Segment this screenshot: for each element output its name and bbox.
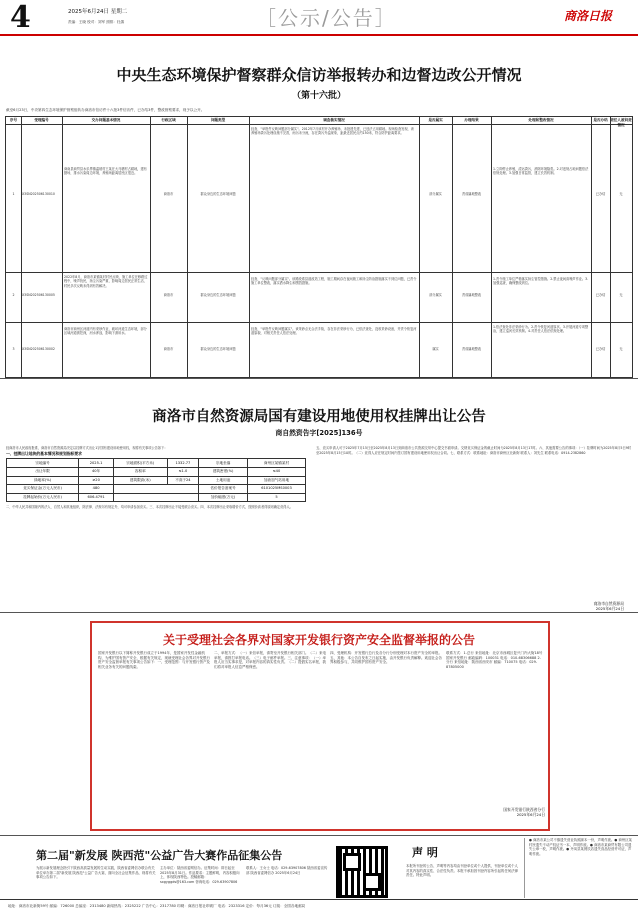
notice2-left-column [6,446,306,510]
table-cell: 容积率 [114,468,168,477]
table-cell: 加油加气站用地 [247,476,305,485]
table-row [7,493,306,502]
row2-account: 无 [619,293,623,297]
row1-finding: 经查，"举报件反映问题部分属实"。2012年7月该村开办养殖场，未批建先建，已违法占用耕地。现场检查发现，该养殖场粪污处理设施不完善，雨污未分流，存在粪污外溢现象，距最近居民点约150米，符合防护距离要求。 [251,127,414,136]
declaration-title: 声 明 [412,846,438,859]
row2-area: 商洛市 [163,293,174,297]
notice3-column-2: 二、举报方式：（一）来信举报，请寄至开发银行相关部门。（二）来电举报，请拨打举报电话。（三）电子邮件举报。三、注意事项：（一）举报人应当实事求是，对举报内容的真实性负责。（二）提倡实名举报，我们将对举报人信息严格保密。 [214,651,326,670]
table-row [7,468,306,477]
table-header-row [6,117,632,125]
cdb-report-notice [0,613,638,835]
editors-line: 责编：王晓 校对：刘军 照排：杜鹃 [68,20,125,24]
notice1-subtitle: （第十六批） [291,91,346,101]
row2-basic: 2022年8月，商洛市某镇某村村民反映，施工单位在修路过程中，噪声扰民，扬尘污染严重，影响周边居民正常生活，村民多次反映未得到有效解决。 [64,275,148,288]
header-seq: 序号 [9,118,18,122]
notice3-sign-date: 2025年6月24日 [516,812,545,817]
row3-truth: 属实 [432,347,439,351]
newspaper-logo: 商洛日报 [564,9,613,23]
header-account: 责任人被问责情况 [610,118,632,127]
notice3-column-1: 国家开发银行以下简称开发银行成立于1994年，是国家开发性金融机构，为维护国有资产安全，根据有关规定，现就受理社会各界对开发银行资产安全监督举报有关事项公告如下：一、受理范围：与开发银行资产及相关业务有关的问题线索。 [98,651,210,670]
bottom-notices [0,835,638,899]
notice4-text-left: 为展示新发展理念指引下陕西高质量发展的生动实践，陕西省委网信办联合有关单位举办第二届"新发展 陕西范"公益广告大赛，面向全社会征集作品，现将有关事项公告如下。 [36,866,156,880]
row3-result: 责成属地整改 [461,347,482,351]
row1-truth: 部分属实 [429,192,442,196]
header-truth: 是否属实 [428,118,443,122]
row3-handling: 1.依法查处非法采砂行为。2.责令恢复河道原状。3.开展河道专项整治，建立巡河长效机制。4.对责任人依法依规处理。 [493,325,589,334]
row1-handling: 1.立即停止养殖，清运粪污，消除环境隐患。2.对违规占地问题依法依规处理。3.加强日常监管，建立长效机制。 [493,167,589,176]
column-divider [150,117,151,377]
row3-area: 商洛市 [163,347,174,351]
row3-seq: 3 [12,347,15,351]
table-cell: 不高于24 [167,476,199,485]
table-cell: 1332.77 [167,459,199,468]
notice4-text-mid: 主办单位：陕西省委网信办。征集时间：即日起至2025年8月31日。作品要求：主题鲜明，内容积极向上，体现陕西特色。投稿邮箱：sxgyggds@163.com 咨询电话：029-63907806 [160,866,240,884]
row2-id: X3SN202506130005 [22,293,55,297]
row1-account: 无 [619,192,623,196]
row1-result: 责成属地整改 [461,192,482,196]
page-number: 4 [10,0,31,35]
notice2-doc-number: 商自然资告字[2025]136号 [275,429,363,437]
land-auction-notice [0,379,638,613]
table-cell: ≤1.0 [167,468,199,477]
inspection-notice [0,36,638,379]
row2-handling: 1.责令施工单位严格落实扬尘管控措施。2.禁止夜间高噪声作业。3.加强巡查，确保整改到位。 [493,277,589,286]
header-result: 办理结果 [464,118,479,122]
table-row [7,476,306,485]
column-divider [419,117,420,377]
qr-code-icon [336,846,388,898]
section-title: ［公示/公告］ [256,6,397,30]
row2-result: 责成属地整改 [461,293,482,297]
notice2-sign-date: 2025年6月24日 [595,606,624,611]
table-cell: 商州区某镇某村 [247,459,305,468]
notice2-signature [594,601,624,611]
land-parcel-table [6,458,306,502]
row-divider [6,322,632,323]
row2-type: 群众身边的生态环境问题 [200,293,236,297]
notice1-intro: 截至6月23日，中央第四生态环境保护督察组转办商洛市信访件十六批3件信访件，已办结3件，整改督察要求，现予以公开。 [6,108,205,112]
table-cell: 480 [79,485,114,494]
table-cell: 40年 [79,468,114,477]
table-cell: 宗地坐落 [199,459,248,468]
notice3-title: 关于受理社会各界对国家开发银行资产安全监督举报的公告 [162,633,475,647]
inspection-table [5,116,633,378]
column-divider [21,117,22,377]
header-id: 受理编号 [34,118,49,122]
notice4-title: 第二届"新发展 陕西范"公益广告大赛作品征集公告 [36,849,283,862]
table-cell: 土地用途 [199,476,248,485]
column-divider [452,117,453,377]
table-cell: 建筑限高(米) [114,476,168,485]
table-row [7,459,306,468]
notice4-text-mid2: 联系人：王女士 电话：029-63907806 陕西省委宣传部 陕西省委网信办 2025年6月24日 [246,866,328,875]
row1-area: 商洛市 [163,192,174,196]
table-row [7,485,306,494]
table-cell: 6101025MS0003 [247,485,305,494]
notice1-title: 中央生态环境保护督察群众信访举报转办和边督边改公开情况 [116,66,522,84]
row3-id: X3SN202506130002 [22,347,55,351]
table-cell: 挂牌起始价(万元人民币) [7,493,79,502]
notice3-column-4: 联系方式：1.总行 来信地址：北京市西城区复兴门内大街18号 国家开发银行 邮政编码：100031 电话：010-68306688 2.分行 来信地址：陕西省西安市 邮编：710075 电话：029-87805000 [446,651,543,670]
issue-date: 2025年6月24日 星期二 [68,9,128,15]
table-cell: 竞买保证金(万元人民币) [7,485,79,494]
row1-seq: 1 [12,192,15,196]
declaration-body: 本报所刊登的公告、声明等内容均由刊登单位或个人提供，刊登单位或个人对其内容的真实性、合法性负责。本报不承担因刊登内容所引起的任何法律责任。特此声明。 [406,864,518,878]
table-cell: 加价幅度(万元) [199,493,248,502]
notice3-signature [455,807,545,817]
column-divider [62,117,63,377]
table-cell: 2025-1 [79,459,114,468]
row3-type: 群众身边的生态环境问题 [200,347,236,351]
header-finding: 调查核实情况 [323,118,345,122]
table-cell: 宗地面积(平方米) [114,459,168,468]
row1-done: 已办结 [595,192,606,196]
notice2-right-column [316,446,632,455]
table-cell: 5 [247,493,305,502]
row3-basic: 商洛市商州区河道内有采砂作业，破坏河道生态环境，部分区域河道被挖深，河水浑浊，影响下游用水。 [64,327,147,336]
header-area: 行政区域 [161,118,176,122]
table-cell: ≥20 [79,476,114,485]
table-cell: 绿地率(%) [7,476,79,485]
column-divider [491,117,492,377]
row2-seq: 2 [12,293,15,297]
notice3-signer: 国家开发银行陕西省分行 [503,807,545,812]
row1-type: 群众身边的生态环境问题 [200,192,236,196]
notice2-rules: 二、中华人民共和国境内的法人、自然人和其他组织，除法律、法规另有规定外，均可申请参加竞买。三、本次挂牌出让不接受联合竞买。四、本次挂牌出让采取增价方式，按照价高者得原则确定竞得人。 [6,505,293,510]
lost-notices: ● 商洛市某公司不慎遗失营业执照副本一份，声明作废。● 商州区某村民遗失不动产权证书一本，声明作废。● 商洛市某商贸有限公司遗失公章一枚，声明作废。● 丹凤县某餐饮店遗失食品经营许可证，声明作废。 [524,838,634,898]
table-cell: 建筑密度(%) [199,468,248,477]
header-type: 问题类型 [210,118,226,122]
table-cell [114,485,199,494]
table-cell: 宗地编号 [7,459,79,468]
row2-done: 已办结 [595,293,606,297]
row-divider [6,272,632,273]
header-handling: 处理和整改情况 [528,118,554,122]
row1-id: X3SN202506130010 [22,192,55,196]
notice3-column-3: 四、受理机构：开发银行总行及各分行分别受理对本行资产安全的举报。五、其他：本公告自发布之日起实施，由开发银行负责解释。欢迎社会各界积极参与，共同维护国有资产安全。 [330,651,442,665]
header-done: 是否办结 [593,118,608,122]
row2-finding: 经查，"反映问题部分属实"。该路段系县道改造工程，施工期间存在夜间施工和扬尘防治措施落实不到位问题，已责令施工单位整改，落实洒水降尘和围挡措施。 [251,277,417,286]
row3-finding: 经查，"举报件反映问题属实"。该采砂点无合法手续，存在非法采砂行为，已依法查处，没收采砂设备，并责令恢复河道原貌，对相关责任人依法处理。 [251,327,417,336]
column-divider [187,117,188,377]
row1-basic: 商南县商贸县水乐界镇温坡村王某在大马塘村占耕地，建有猪场，排水污染周边环境，养殖场距离居民区很近。 [64,167,147,176]
row3-done: 已办结 [595,347,606,351]
column-divider [610,117,611,377]
table-cell: 估价报告备案号 [199,485,248,494]
column-divider [249,117,250,377]
table-cell: ≤40 [247,468,305,477]
column-divider [591,117,592,377]
page-footer: 地址：商洛市北新街59号 邮编：726000 总编室：2313480 新闻热线：2325222 广告中心：2317780 印刷：商洛日报社印刷厂 电话：2323316 定价：每月36元 订阅：全国各地邮局 [0,899,638,913]
notice2-title: 商洛市自然资源局国有建设用地使用权挂牌出让公告 [152,409,486,425]
row2-truth: 部分属实 [429,293,442,297]
table-cell: 606.4791 [79,493,114,502]
page-header [0,0,638,36]
table-cell: 出让年限 [7,468,79,477]
declaration-box [402,836,522,900]
notice2-right-text: 五、竞买申请人可于2025年7月15日至2025年8月13日到商洛市公共资源交易中心提交书面申请。交纳竞买保证金的截止时间为2025年8月13日17时。六、其他需要公告的事项：（一）挂牌时间为2025年8月5日9时至2025年8月15日10时。（二）竞得人应在规定时间内签订国有建设用地使用权出让合同。七、联系方式：联系地址：商洛市商州区北新街 联系人：刘先生 联系电话：0914-2382860 [316,446,632,455]
notice2-signer: 商洛市自然资源局 [593,601,624,606]
header-basic: 交办问题基本情况 [91,118,121,122]
table-cell [114,493,199,502]
notice2-section1-heading: 一、挂牌出让地块的基本情况和规划指标要求 [6,451,82,457]
notice2-intro: 经商洛市人民政府批准，商洛市自然资源局决定以挂牌方式出让1宗国有建设用地使用权，现将有关事项公告如下： [6,446,168,450]
row3-account: 无 [619,347,623,351]
